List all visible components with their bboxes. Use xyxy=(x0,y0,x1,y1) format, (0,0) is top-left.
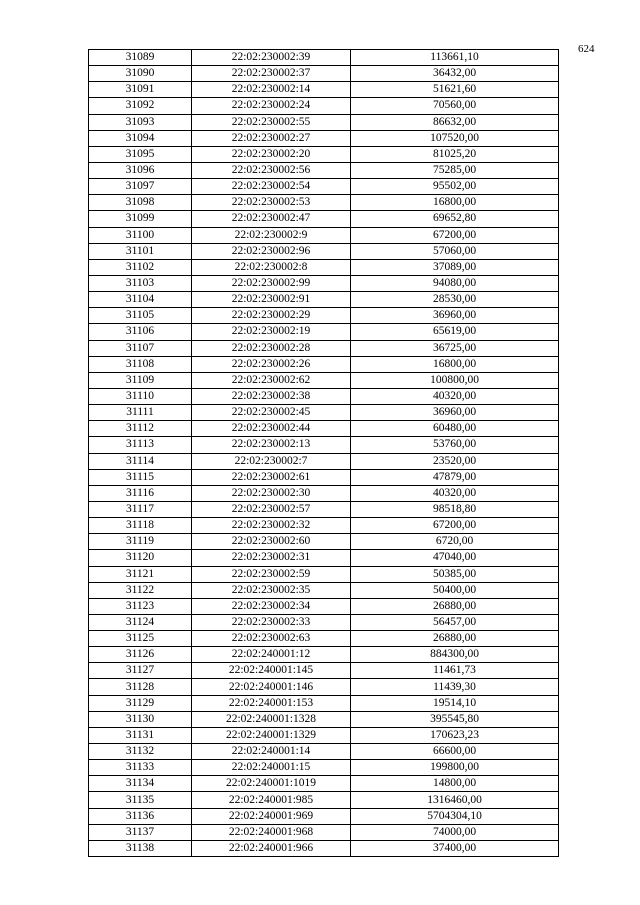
table-row xyxy=(89,744,559,760)
table-row xyxy=(89,647,559,663)
row-number-cell: 31095 xyxy=(89,146,192,162)
cadastral-number-cell: 22:02:230002:57 xyxy=(192,501,351,517)
table-row xyxy=(89,146,559,162)
value-cell: 50385,00 xyxy=(351,566,559,582)
value-cell: 40320,00 xyxy=(351,485,559,501)
row-number-cell: 31135 xyxy=(89,792,192,808)
row-number-cell: 31117 xyxy=(89,501,192,517)
cadastral-number-cell: 22:02:240001:14 xyxy=(192,744,351,760)
row-number-cell: 31127 xyxy=(89,663,192,679)
cadastral-number-cell: 22:02:230002:8 xyxy=(192,259,351,275)
table-body xyxy=(89,50,559,857)
cadastral-number-cell: 22:02:230002:35 xyxy=(192,582,351,598)
cadastral-number-cell: 22:02:230002:37 xyxy=(192,66,351,82)
table-row xyxy=(89,114,559,130)
row-number-cell: 31134 xyxy=(89,776,192,792)
value-cell: 170623,23 xyxy=(351,727,559,743)
value-cell: 36725,00 xyxy=(351,340,559,356)
value-cell: 67200,00 xyxy=(351,227,559,243)
row-number-cell: 31093 xyxy=(89,114,192,130)
row-number-cell: 31107 xyxy=(89,340,192,356)
value-cell: 75285,00 xyxy=(351,162,559,178)
table-row xyxy=(89,824,559,840)
value-cell: 51621,60 xyxy=(351,82,559,98)
value-cell: 86632,00 xyxy=(351,114,559,130)
value-cell: 23520,00 xyxy=(351,453,559,469)
cadastral-number-cell: 22:02:230002:44 xyxy=(192,421,351,437)
row-number-cell: 31114 xyxy=(89,453,192,469)
cadastral-number-cell: 22:02:240001:15 xyxy=(192,760,351,776)
table-row xyxy=(89,275,559,291)
value-cell: 26880,00 xyxy=(351,631,559,647)
cadastral-number-cell: 22:02:230002:29 xyxy=(192,308,351,324)
cadastral-number-cell: 22:02:240001:145 xyxy=(192,663,351,679)
value-cell: 67200,00 xyxy=(351,518,559,534)
table-row xyxy=(89,695,559,711)
table-row xyxy=(89,437,559,453)
value-cell: 81025,20 xyxy=(351,146,559,162)
value-cell: 56457,00 xyxy=(351,614,559,630)
value-cell: 74000,00 xyxy=(351,824,559,840)
table-row xyxy=(89,308,559,324)
value-cell: 6720,00 xyxy=(351,534,559,550)
cadastral-number-cell: 22:02:230002:38 xyxy=(192,388,351,404)
row-number-cell: 31096 xyxy=(89,162,192,178)
row-number-cell: 31094 xyxy=(89,130,192,146)
cadastral-number-cell: 22:02:240001:12 xyxy=(192,647,351,663)
cadastral-number-cell: 22:02:230002:99 xyxy=(192,275,351,291)
table-row xyxy=(89,405,559,421)
value-cell: 11461,73 xyxy=(351,663,559,679)
row-number-cell: 31119 xyxy=(89,534,192,550)
table-row xyxy=(89,179,559,195)
table-row xyxy=(89,631,559,647)
cadastral-number-cell: 22:02:230002:28 xyxy=(192,340,351,356)
row-number-cell: 31116 xyxy=(89,485,192,501)
row-number-cell: 31092 xyxy=(89,98,192,114)
row-number-cell: 31133 xyxy=(89,760,192,776)
value-cell: 14800,00 xyxy=(351,776,559,792)
cadastral-number-cell: 22:02:230002:31 xyxy=(192,550,351,566)
table-row xyxy=(89,453,559,469)
row-number-cell: 31110 xyxy=(89,388,192,404)
table-row xyxy=(89,808,559,824)
table-row xyxy=(89,663,559,679)
cadastral-number-cell: 22:02:230002:34 xyxy=(192,598,351,614)
value-cell: 40320,00 xyxy=(351,388,559,404)
value-cell: 1316460,00 xyxy=(351,792,559,808)
table-row xyxy=(89,727,559,743)
cadastral-number-cell: 22:02:230002:9 xyxy=(192,227,351,243)
value-cell: 69652,80 xyxy=(351,211,559,227)
value-cell: 98518,80 xyxy=(351,501,559,517)
value-cell: 28530,00 xyxy=(351,292,559,308)
table-row xyxy=(89,388,559,404)
row-number-cell: 31121 xyxy=(89,566,192,582)
table-row xyxy=(89,66,559,82)
value-cell: 66600,00 xyxy=(351,744,559,760)
cadastral-number-cell: 22:02:230002:60 xyxy=(192,534,351,550)
row-number-cell: 31104 xyxy=(89,292,192,308)
row-number-cell: 31137 xyxy=(89,824,192,840)
cadastral-number-cell: 22:02:230002:32 xyxy=(192,518,351,534)
value-cell: 60480,00 xyxy=(351,421,559,437)
cadastral-number-cell: 22:02:230002:20 xyxy=(192,146,351,162)
cadastral-number-cell: 22:02:240001:968 xyxy=(192,824,351,840)
value-cell: 199800,00 xyxy=(351,760,559,776)
cadastral-number-cell: 22:02:240001:966 xyxy=(192,840,351,856)
row-number-cell: 31125 xyxy=(89,631,192,647)
row-number-cell: 31136 xyxy=(89,808,192,824)
cadastral-number-cell: 22:02:230002:56 xyxy=(192,162,351,178)
table-row xyxy=(89,50,559,66)
row-number-cell: 31103 xyxy=(89,275,192,291)
row-number-cell: 31101 xyxy=(89,243,192,259)
value-cell: 26880,00 xyxy=(351,598,559,614)
cadastral-number-cell: 22:02:240001:146 xyxy=(192,679,351,695)
row-number-cell: 31132 xyxy=(89,744,192,760)
cadastral-number-cell: 22:02:230002:61 xyxy=(192,469,351,485)
table-row xyxy=(89,485,559,501)
table-row xyxy=(89,840,559,856)
row-number-cell: 31102 xyxy=(89,259,192,275)
row-number-cell: 31108 xyxy=(89,356,192,372)
cadastral-number-cell: 22:02:230002:14 xyxy=(192,82,351,98)
cadastral-number-cell: 22:02:230002:96 xyxy=(192,243,351,259)
row-number-cell: 31129 xyxy=(89,695,192,711)
page-number: 624 xyxy=(578,43,595,55)
row-number-cell: 31126 xyxy=(89,647,192,663)
cadastral-number-cell: 22:02:230002:13 xyxy=(192,437,351,453)
row-number-cell: 31109 xyxy=(89,372,192,388)
table-row xyxy=(89,679,559,695)
row-number-cell: 31138 xyxy=(89,840,192,856)
table-row xyxy=(89,518,559,534)
value-cell: 395545,80 xyxy=(351,711,559,727)
table-row xyxy=(89,324,559,340)
value-cell: 47879,00 xyxy=(351,469,559,485)
value-cell: 5704304,10 xyxy=(351,808,559,824)
value-cell: 107520,00 xyxy=(351,130,559,146)
cadastral-number-cell: 22:02:230002:39 xyxy=(192,50,351,66)
table-row xyxy=(89,421,559,437)
table-row xyxy=(89,566,559,582)
row-number-cell: 31105 xyxy=(89,308,192,324)
value-cell: 65619,00 xyxy=(351,324,559,340)
row-number-cell: 31091 xyxy=(89,82,192,98)
cadastral-number-cell: 22:02:230002:33 xyxy=(192,614,351,630)
value-cell: 36432,00 xyxy=(351,66,559,82)
table-row xyxy=(89,340,559,356)
cadastral-number-cell: 22:02:240001:1019 xyxy=(192,776,351,792)
cadastral-number-cell: 22:02:230002:19 xyxy=(192,324,351,340)
value-cell: 70560,00 xyxy=(351,98,559,114)
row-number-cell: 31099 xyxy=(89,211,192,227)
value-cell: 57060,00 xyxy=(351,243,559,259)
row-number-cell: 31120 xyxy=(89,550,192,566)
row-number-cell: 31128 xyxy=(89,679,192,695)
row-number-cell: 31122 xyxy=(89,582,192,598)
value-cell: 11439,30 xyxy=(351,679,559,695)
table-row xyxy=(89,227,559,243)
value-cell: 50400,00 xyxy=(351,582,559,598)
cadastral-number-cell: 22:02:240001:153 xyxy=(192,695,351,711)
value-cell: 113661,10 xyxy=(351,50,559,66)
row-number-cell: 31098 xyxy=(89,195,192,211)
row-number-cell: 31111 xyxy=(89,405,192,421)
table-row xyxy=(89,760,559,776)
cadastral-number-cell: 22:02:240001:1329 xyxy=(192,727,351,743)
table-row xyxy=(89,259,559,275)
row-number-cell: 31131 xyxy=(89,727,192,743)
table-row xyxy=(89,82,559,98)
value-cell: 100800,00 xyxy=(351,372,559,388)
value-cell: 36960,00 xyxy=(351,308,559,324)
cadastral-number-cell: 22:02:230002:30 xyxy=(192,485,351,501)
cadastral-number-cell: 22:02:240001:985 xyxy=(192,792,351,808)
table-row xyxy=(89,711,559,727)
table-row xyxy=(89,534,559,550)
value-cell: 94080,00 xyxy=(351,275,559,291)
row-number-cell: 31106 xyxy=(89,324,192,340)
table-row xyxy=(89,598,559,614)
cadastral-value-table xyxy=(88,49,559,857)
cadastral-number-cell: 22:02:230002:91 xyxy=(192,292,351,308)
table-row xyxy=(89,372,559,388)
value-cell: 53760,00 xyxy=(351,437,559,453)
value-cell: 36960,00 xyxy=(351,405,559,421)
row-number-cell: 31090 xyxy=(89,66,192,82)
row-number-cell: 31123 xyxy=(89,598,192,614)
value-cell: 37400,00 xyxy=(351,840,559,856)
cadastral-number-cell: 22:02:240001:969 xyxy=(192,808,351,824)
row-number-cell: 31113 xyxy=(89,437,192,453)
cadastral-number-cell: 22:02:230002:53 xyxy=(192,195,351,211)
value-cell: 16800,00 xyxy=(351,356,559,372)
value-cell: 884300,00 xyxy=(351,647,559,663)
cadastral-number-cell: 22:02:240001:1328 xyxy=(192,711,351,727)
table-row xyxy=(89,550,559,566)
cadastral-number-cell: 22:02:230002:62 xyxy=(192,372,351,388)
cadastral-number-cell: 22:02:230002:24 xyxy=(192,98,351,114)
cadastral-number-cell: 22:02:230002:54 xyxy=(192,179,351,195)
cadastral-number-cell: 22:02:230002:27 xyxy=(192,130,351,146)
row-number-cell: 31115 xyxy=(89,469,192,485)
row-number-cell: 31112 xyxy=(89,421,192,437)
value-cell: 16800,00 xyxy=(351,195,559,211)
table-row xyxy=(89,195,559,211)
row-number-cell: 31089 xyxy=(89,50,192,66)
cadastral-number-cell: 22:02:230002:47 xyxy=(192,211,351,227)
value-cell: 19514,10 xyxy=(351,695,559,711)
table-row xyxy=(89,243,559,259)
table-row xyxy=(89,356,559,372)
table-row xyxy=(89,776,559,792)
row-number-cell: 31130 xyxy=(89,711,192,727)
cadastral-number-cell: 22:02:230002:45 xyxy=(192,405,351,421)
value-cell: 95502,00 xyxy=(351,179,559,195)
row-number-cell: 31124 xyxy=(89,614,192,630)
table-row xyxy=(89,792,559,808)
cadastral-number-cell: 22:02:230002:7 xyxy=(192,453,351,469)
table-row xyxy=(89,582,559,598)
table-row xyxy=(89,501,559,517)
row-number-cell: 31100 xyxy=(89,227,192,243)
table-row xyxy=(89,614,559,630)
cadastral-number-cell: 22:02:230002:55 xyxy=(192,114,351,130)
cadastral-number-cell: 22:02:230002:26 xyxy=(192,356,351,372)
row-number-cell: 31118 xyxy=(89,518,192,534)
table-row xyxy=(89,211,559,227)
value-cell: 47040,00 xyxy=(351,550,559,566)
row-number-cell: 31097 xyxy=(89,179,192,195)
table-row xyxy=(89,130,559,146)
cadastral-number-cell: 22:02:230002:59 xyxy=(192,566,351,582)
table-row xyxy=(89,469,559,485)
cadastral-number-cell: 22:02:230002:63 xyxy=(192,631,351,647)
table-row xyxy=(89,162,559,178)
table-row xyxy=(89,98,559,114)
table-row xyxy=(89,292,559,308)
value-cell: 37089,00 xyxy=(351,259,559,275)
